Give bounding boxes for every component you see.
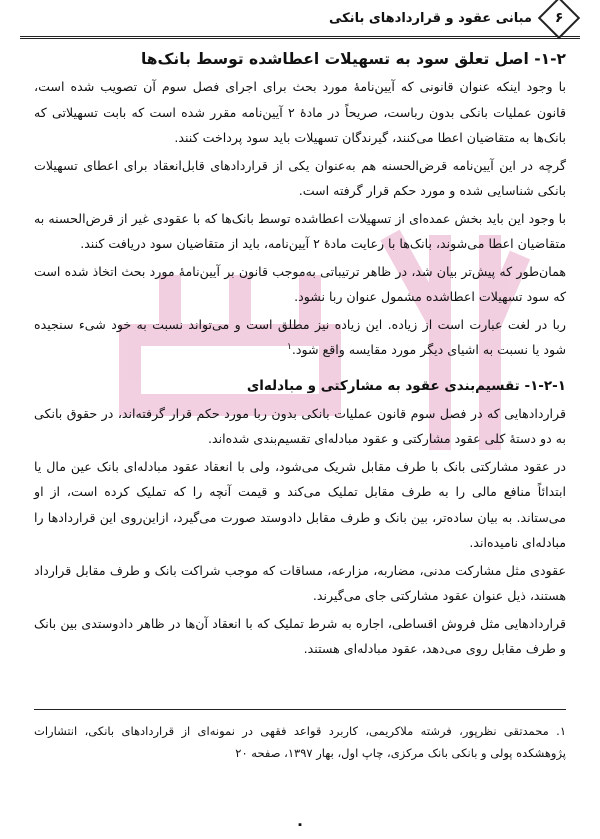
paragraph-5-text: ربا در لغت عبارت است از زیاده. این زیاده نیز مطلق است و می‌تواند نسبت به خود شیء سنجیده شود یا نسبت به اشیای دیگر مورد مقایسه واقع شود.: [34, 316, 566, 357]
paragraph-3: با وجود این باید بخش عمده‌ای از تسهیلات اعطاشده توسط بانک‌ها که با عقودی غیر از قرض‌الحسنه به متقاضیان اعطا می‌شوند، بانک‌ها با رعایت مادهٔ ۲ آیین‌نامه، باید از متقاضیان سود دریافت کنند.: [34, 210, 566, 251]
paragraph-5: [34, 312, 566, 363]
sub-paragraph-4: قراردادهایی مثل فروش اقساطی، اجاره به شرط تملیک که با انعقاد آن‌ها در ظاهر دادوستدی بین بانک و طرف مقابل روی می‌دهد، عقود مبادله‌ای هستند.: [34, 615, 566, 656]
footnote-1: ۱. محمدتقی نظرپور، فرشته ملاکریمی، کاربرد قواعد فقهی در نمونه‌ای از قراردادهای بانکی، انتشارات پژوهشکده پولی و بانکی بانک مرکزی، چاپ اول، بهار ۱۳۹۷، صفحه ۲۰: [34, 724, 566, 760]
section-heading: ۱-۲- اصل تعلق سود به تسهیلات اعطاشده توسط بانک‌ها: [140, 50, 566, 68]
footnote-marker[interactable]: ۱: [287, 341, 292, 352]
page-number-badge: [538, 0, 580, 39]
paragraph-1: با وجود اینکه عنوان قانونی که آیین‌نامهٔ مورد بحث برای اجرای فصل سوم آن تصویب شده است، قانون عملیات بانکی بدون رباست، صریحاً در مادهٔ ۲ آیین‌نامه مقرر شده است که بابت تسهیلاتی که بانک‌ها به متقاضیان اعطا می‌کنند، گیرندگان تسهیلات باید سود پرداخت کنند.: [34, 79, 566, 145]
sub-paragraph-3: عقودی مثل مشارکت مدنی، مضاربه، مزارعه، مساقات که موجب شراکت بانک و طرف مقابل قرارداد هستند، ذیل عنوان عقود مشارکتی جای می‌گیرند.: [34, 562, 566, 603]
paragraph-4: همان‌طور که پیش‌تر بیان شد، در ظاهر ترتیباتی به‌موجب قانون بر آیین‌نامهٔ مورد بحث اتخاذ شده است که سود تسهیلات اعطاشده مشمول عنوان ربا نشود.: [34, 263, 566, 304]
subsection-heading: ۱-۲-۱- تقسیم‌بندی عقود به مشارکتی و مبادله‌ای: [246, 377, 566, 394]
running-title: مبانی عقود و قراردادهای بانکی: [328, 10, 532, 26]
sub-paragraph-2: در عقود مشارکتی بانک با طرف مقابل شریک می‌شود، ولی با انعقاد عقود مبادله‌ای بانک عین مال یا ابتدائاً منافع مالی را به طرف مقابل تملیک می‌کند و قیمت آنچه را که تملیک کرده است، از او می‌ستاند. به بیان ساده‌تر، بین بانک و طرف مقابل دادوستد صورت می‌گیرد، ازاین‌روی این قراردادها را مبادله‌ای نامیده‌اند.: [34, 458, 566, 550]
page-number: ۶: [554, 10, 564, 27]
main-text: [34, 46, 566, 662]
paragraph-2: گرچه در این آیین‌نامه قرض‌الحسنه هم به‌عنوان یکی از قراردادهای قابل‌انعقاد برای اعطای تسهیلات بانکی شناسایی شده و مورد حکم قرار گرفته است.: [34, 157, 566, 198]
footer-page-mark: ۰: [295, 814, 305, 833]
running-header: [20, 0, 580, 39]
sub-paragraph-1: قراردادهایی که در فصل سوم قانون عملیات بانکی بدون ربا مورد حکم قرار گرفته‌اند، در حقوق بانکی به دو دستهٔ کلی عقود مشارکتی و عقود مبادله‌ای تقسیم‌بندی شده‌اند.: [34, 405, 566, 446]
footnotes: [34, 709, 566, 764]
